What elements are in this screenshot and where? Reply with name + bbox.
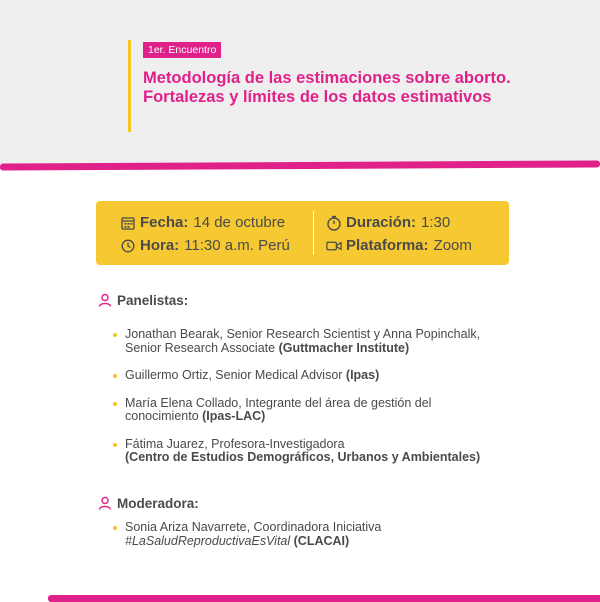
pink-divider-bottom: [48, 595, 600, 602]
stopwatch-icon: [326, 215, 342, 231]
video-camera-icon: [326, 238, 342, 254]
item-org: (Ipas-LAC): [202, 409, 266, 423]
item-text: Guillermo Ortiz, Senior Medical Advisor: [125, 368, 346, 382]
person-icon: [97, 495, 113, 511]
info-hora: [120, 237, 290, 254]
list-item: [113, 369, 533, 383]
clock-icon: [120, 238, 136, 254]
info-plataforma: [326, 237, 472, 254]
list-item: [113, 397, 533, 424]
info-fecha: [120, 214, 285, 231]
plataforma-label: Plataforma:: [346, 237, 429, 254]
fecha-label: Fecha:: [140, 214, 189, 231]
info-duracion: [326, 214, 450, 231]
fecha-value: 14 de octubre: [193, 214, 286, 231]
panelistas-title: [97, 292, 188, 308]
header-banner: [0, 0, 600, 165]
plataforma-value: Zoom: [433, 237, 472, 254]
item-text: Jonathan Bearak, Senior Research Scientist y Anna Popinchalk,: [125, 327, 481, 341]
moderadora-label: Moderadora:: [117, 495, 199, 511]
item-org: (Guttmacher Institute): [278, 340, 410, 355]
item-text: Senior Research Associate: [125, 340, 279, 355]
item-text: conocimiento: [125, 409, 203, 423]
event-badge: 1er. Encuentro: [143, 42, 221, 58]
panelistas-label: Panelistas:: [117, 292, 189, 308]
list-item: [113, 328, 533, 355]
item-org: (Ipas): [345, 368, 380, 382]
info-divider: [313, 211, 314, 255]
moderadora-list: [113, 521, 533, 548]
list-item: [113, 438, 533, 465]
list-item: [113, 521, 533, 548]
moderadora-title: [97, 495, 199, 511]
person-icon: [97, 292, 113, 308]
item-text: Fátima Juarez, Profesora-Investigadora: [125, 436, 345, 451]
item-org: (CLACAI): [293, 533, 350, 548]
duracion-label: Duración:: [346, 214, 417, 231]
hora-label: Hora:: [140, 237, 180, 254]
panelistas-list: [113, 328, 533, 465]
page-title: Metodología de las estimaciones sobre aborto. Fortalezas y límites de los datos estimativos: [143, 69, 511, 106]
calendar-icon: [120, 215, 136, 231]
item-org: (Centro de Estudios Demográficos, Urbanos y Ambientales): [125, 450, 481, 464]
item-text: Sonia Ariza Navarrete, Coordinadora Iniciativa: [125, 520, 382, 534]
item-text: María Elena Collado, Integrante del área de gestión del: [125, 395, 432, 410]
duracion-value: 1:30: [421, 214, 451, 231]
event-info-box: [96, 201, 509, 265]
item-hashtag: #LaSaludReproductivaEsVital: [125, 533, 291, 548]
hora-value: 11:30 a.m. Perú: [184, 237, 290, 254]
header-accent-bar: [128, 40, 131, 132]
